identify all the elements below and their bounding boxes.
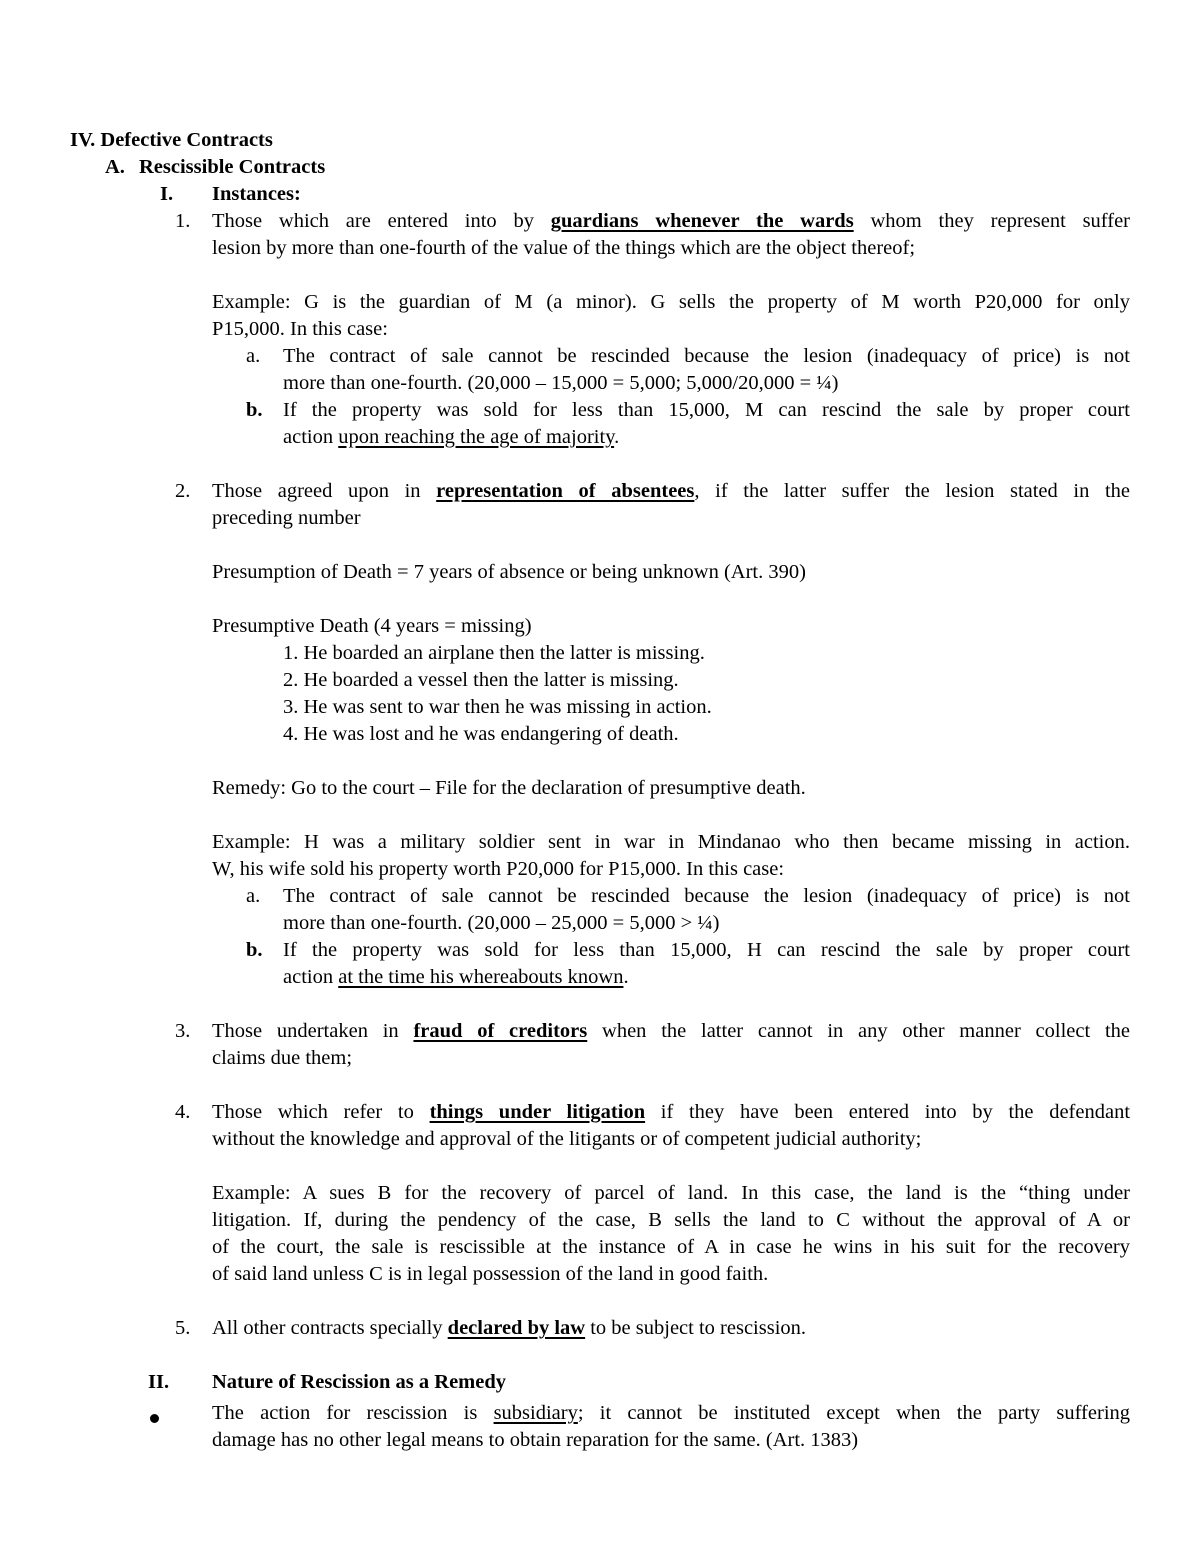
item1-text-pre: Those which are entered into by bbox=[212, 210, 534, 232]
instances-title: Instances: bbox=[212, 183, 301, 205]
item2-key-term: representation of absentees bbox=[436, 480, 695, 502]
item3-marker: 3. bbox=[175, 1020, 191, 1042]
item4-line1 bbox=[212, 1099, 1130, 1126]
item4-example-line4: of said land unless C is in legal possession of the land in good faith. bbox=[212, 1263, 769, 1285]
item2-example-line1: Example: H was a military soldier sent in war in Mindanao who then became missing in action. bbox=[212, 831, 1130, 853]
item2-line1 bbox=[212, 478, 1130, 505]
item4-example-line3: of the court, the sale is rescissible at the instance of A in case he wins in his suit for the recovery bbox=[212, 1236, 1130, 1258]
item4-example-line2: litigation. If, during the pendency of the case, B sells the land to C without the approval of A or bbox=[212, 1209, 1130, 1231]
item2-b-underlined: at the time his whereabouts known bbox=[338, 966, 624, 988]
item2-b-marker: b. bbox=[246, 939, 263, 961]
item5-text-pre: All other contracts specially bbox=[212, 1317, 443, 1339]
item2-b-line1: If the property was sold for less than 15,000, H can rescind the sale by proper court bbox=[283, 939, 1130, 961]
item4-key-term: things under litigation bbox=[429, 1101, 646, 1123]
item4-example-line1: Example: A sues B for the recovery of parcel of land. In this case, the land is the “thing under bbox=[212, 1182, 1130, 1204]
item2-b-line2-pre: action bbox=[283, 966, 334, 988]
bullet1-text-pre: The action for rescission is bbox=[212, 1402, 478, 1424]
item3-text-post: when the latter cannot in any other manner collect the bbox=[602, 1020, 1131, 1042]
presumptive-item-4: 4. He was lost and he was endangering of death. bbox=[283, 723, 679, 745]
presumptive-death-title: Presumptive Death (4 years = missing) bbox=[212, 615, 532, 637]
item1-b-line2-pre: action bbox=[283, 426, 334, 448]
item2-marker: 2. bbox=[175, 480, 191, 502]
item5-marker: 5. bbox=[175, 1317, 191, 1339]
bullet1-line2: damage has no other legal means to obtain reparation for the same. (Art. 1383) bbox=[212, 1429, 859, 1451]
bullet-icon bbox=[150, 1414, 159, 1423]
item4-line2: without the knowledge and approval of the litigants or of competent judicial authority; bbox=[212, 1128, 922, 1150]
instances-marker: I. bbox=[160, 183, 174, 205]
presumptive-item-2: 2. He boarded a vessel then the latter is missing. bbox=[283, 669, 679, 691]
presumption-of-death: Presumption of Death = 7 years of absence or being unknown (Art. 390) bbox=[212, 561, 806, 583]
item1-b-line1: If the property was sold for less than 15,000, M can rescind the sale by proper court bbox=[283, 399, 1130, 421]
item3-text-pre: Those undertaken in bbox=[212, 1020, 399, 1042]
bullet1-underlined: subsidiary bbox=[493, 1402, 578, 1424]
bullet1-line1 bbox=[212, 1400, 1130, 1427]
item4-marker: 4. bbox=[175, 1101, 191, 1123]
section-a-marker: A. bbox=[105, 156, 125, 178]
item1-example-line2: P15,000. In this case: bbox=[212, 318, 388, 340]
item3-key-term: fraud of creditors bbox=[413, 1020, 588, 1042]
item1-key-term: guardians whenever the wards bbox=[550, 210, 854, 232]
item1-text-post: whom they represent suffer bbox=[870, 210, 1131, 232]
item1-line2: lesion by more than one-fourth of the value of the things which are the object thereof; bbox=[212, 237, 916, 259]
item1-b-underlined: upon reaching the age of majority bbox=[338, 426, 615, 448]
item1-b-marker: b. bbox=[246, 399, 263, 421]
item1-line1 bbox=[212, 208, 1130, 235]
presumptive-item-1: 1. He boarded an airplane then the latter is missing. bbox=[283, 642, 705, 664]
section-ii-marker: II. bbox=[148, 1371, 170, 1393]
item3-line2: claims due them; bbox=[212, 1047, 353, 1069]
item5-key-term: declared by law bbox=[447, 1317, 586, 1339]
item2-line2: preceding number bbox=[212, 507, 361, 529]
item2-b-line2-post: . bbox=[623, 966, 629, 988]
item1-example-line1: Example: G is the guardian of M (a minor). G sells the property of M worth P20,000 for only bbox=[212, 291, 1130, 313]
bullet1-text-post: ; it cannot be instituted except when the party suffering bbox=[577, 1402, 1131, 1424]
item2-b-line2 bbox=[283, 964, 629, 991]
item2-a-marker: a. bbox=[246, 885, 261, 907]
item4-text-pre: Those which refer to bbox=[212, 1101, 414, 1123]
item1-b-line2-post: . bbox=[614, 426, 620, 448]
item1-b-line2 bbox=[283, 424, 619, 451]
item2-text-pre: Those agreed upon in bbox=[212, 480, 421, 502]
item1-marker: 1. bbox=[175, 210, 191, 232]
item4-text-post: if they have been entered into by the defendant bbox=[660, 1101, 1131, 1123]
item2-a-line2: more than one-fourth. (20,000 – 25,000 = 5,000 > ¼) bbox=[283, 912, 720, 934]
section-a-title: Rescissible Contracts bbox=[139, 156, 326, 178]
heading-title: Defective Contracts bbox=[100, 129, 273, 151]
section-ii-title: Nature of Rescission as a Remedy bbox=[212, 1371, 506, 1393]
item2-a-line1: The contract of sale cannot be rescinded because the lesion (inadequacy of price) is not bbox=[283, 885, 1130, 907]
item1-a-marker: a. bbox=[246, 345, 261, 367]
item5-text-post: to be subject to rescission. bbox=[590, 1317, 807, 1339]
item1-a-line2: more than one-fourth. (20,000 – 15,000 = 5,000; 5,000/20,000 = ¼) bbox=[283, 372, 839, 394]
item5-line1 bbox=[212, 1315, 806, 1342]
heading-roman: IV. bbox=[70, 129, 96, 151]
remedy-line: Remedy: Go to the court – File for the declaration of presumptive death. bbox=[212, 777, 806, 799]
presumptive-item-3: 3. He was sent to war then he was missing in action. bbox=[283, 696, 712, 718]
main-heading bbox=[70, 127, 273, 154]
item2-text-post: , if the latter suffer the lesion stated in the bbox=[694, 480, 1131, 502]
item2-example-line2: W, his wife sold his property worth P20,000 for P15,000. In this case: bbox=[212, 858, 785, 880]
item1-a-line1: The contract of sale cannot be rescinded because the lesion (inadequacy of price) is not bbox=[283, 345, 1130, 367]
item3-line1 bbox=[212, 1018, 1130, 1045]
